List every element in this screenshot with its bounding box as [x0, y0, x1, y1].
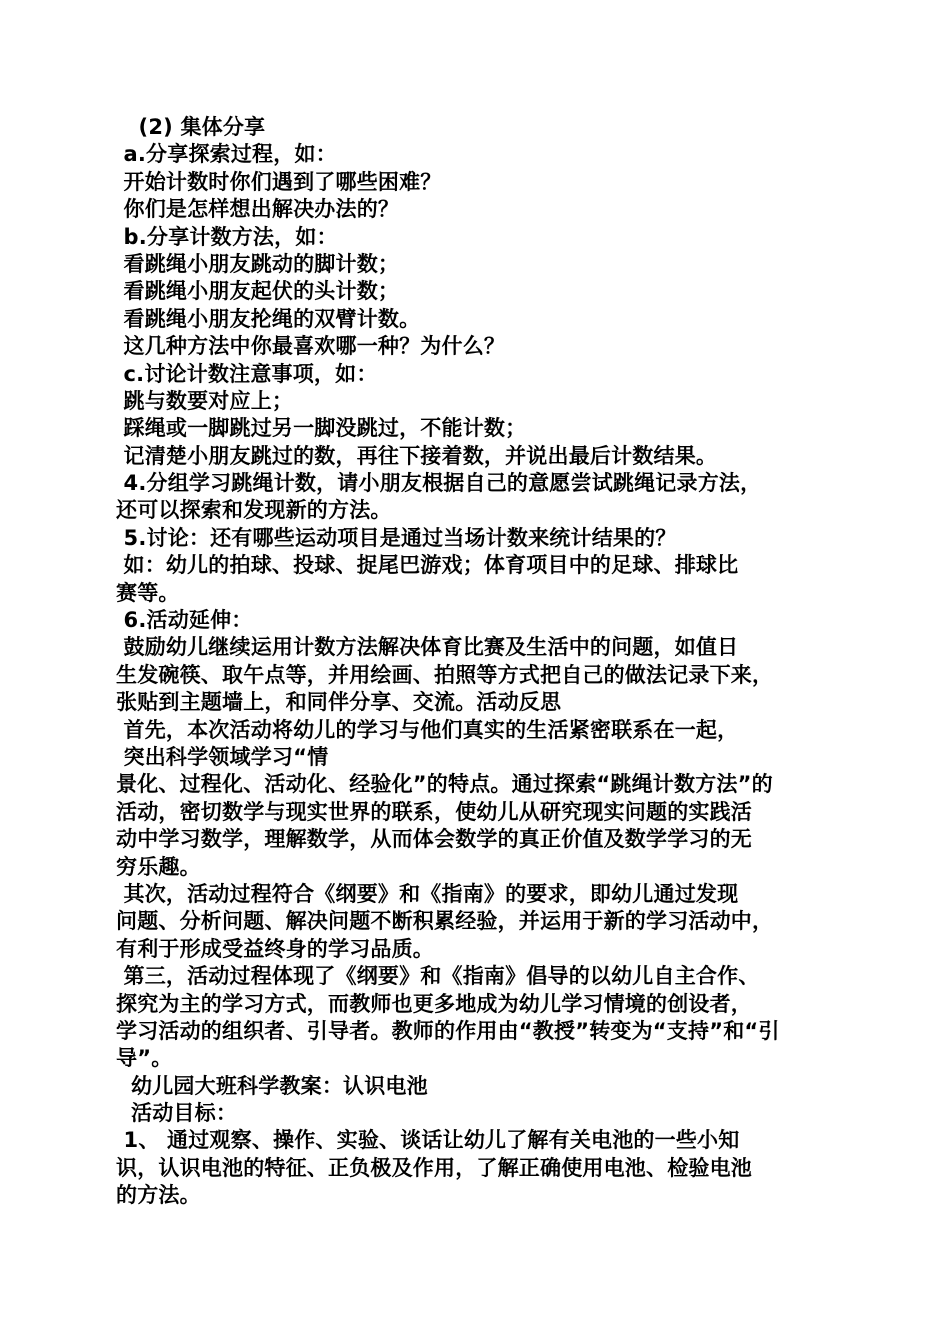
text-line: 看跳绳小朋友起伏的头计数；: [116, 279, 400, 304]
section-heading-goals: 活动目标：: [116, 1101, 238, 1126]
text-line: 张贴到主题墙上，和同伴分享、交流。活动反思: [116, 690, 562, 715]
text-line: 生发碗筷、取午点等，并用绘画、拍照等方式把自己的做法记录下来，: [116, 662, 774, 687]
text-line: 导”。: [116, 1046, 173, 1071]
text-line: a.分享探索过程，如：: [116, 142, 337, 167]
text-line: 问题、分析问题、解决问题不断积累经验，并运用于新的学习活动中，: [116, 909, 774, 934]
text-line: 踩绳或一脚跳过另一脚没跳过，不能计数；: [116, 416, 527, 441]
text-line: 你们是怎样想出解决办法的？: [116, 197, 400, 222]
text-line: 首先，本次活动将幼儿的学习与他们真实的生活紧密联系在一起，: [116, 717, 739, 742]
lesson-title: 幼儿园大班科学教案：认识电池: [116, 1073, 428, 1098]
text-line: c.讨论计数注意事项，如：: [116, 361, 378, 386]
text-line: 动中学习数学，理解数学，从而体会数学的真正价值及数学学习的无: [116, 827, 752, 852]
text-line: 看跳绳小朋友抡绳的双臂计数。: [116, 306, 421, 331]
text-line: 景化、过程化、活动化、经验化”的特点。通过探索“跳绳计数方法”的: [116, 772, 773, 797]
text-line: 看跳绳小朋友跳动的脚计数；: [116, 251, 400, 276]
document-text-body: [116, 114, 856, 1210]
text-line: 赛等。: [116, 580, 180, 605]
text-line: 其次，活动过程符合《纲要》和《指南》的要求，即幼儿通过发现: [116, 881, 739, 906]
text-line: 记清楚小朋友跳过的数，再往下接着数，并说出最后计数结果。: [116, 443, 718, 468]
text-line: 穷乐趣。: [116, 854, 201, 879]
text-line: 活动，密切数学与现实世界的联系，使幼儿从研究现实问题的实践活: [116, 799, 752, 824]
text-line: 6.活动延伸：: [116, 608, 253, 633]
text-line: 跳与数要对应上；: [116, 388, 294, 413]
heading-collective-sharing: (2) 集体分享: [116, 115, 266, 139]
text-line: 的方法。: [116, 1183, 201, 1208]
text-line: 识，认识电池的特征、正负极及作用，了解正确使用电池、检验电池: [116, 1155, 752, 1180]
text-line: 第三，活动过程体现了《纲要》和《指南》倡导的以幼儿自主合作、: [116, 964, 760, 989]
text-line: 如：幼儿的拍球、投球、捉尾巴游戏；体育项目中的足球、排球比: [116, 553, 739, 578]
text-line: 有利于形成受益终身的学习品质。: [116, 936, 434, 961]
text-line: 探究为主的学习方式，而教师也更多地成为幼儿学习情境的创设者，: [116, 991, 752, 1016]
text-line: 突出科学领域学习“情: [116, 744, 329, 769]
text-line: b.分享计数方法，如：: [116, 224, 338, 249]
text-line: 5.讨论：还有哪些运动项目是通过当场计数来统计结果的？: [116, 525, 677, 550]
text-line: 鼓励幼儿继续运用计数方法解决体育比赛及生活中的问题，如值日: [116, 635, 739, 660]
text-line: 1、 通过观察、操作、实验、谈话让幼儿了解有关电池的一些小知: [116, 1128, 740, 1153]
text-line: 这几种方法中你最喜欢哪一种？为什么？: [116, 334, 506, 359]
text-line: 开始计数时你们遇到了哪些困难？: [116, 169, 442, 194]
text-line: 学习活动的组织者、引导者。教师的作用由“教授”转变为“支持”和“引: [116, 1018, 780, 1043]
text-line: 还可以探索和发现新的方法。: [116, 498, 392, 523]
text-line: 4.分组学习跳绳计数，请小朋友根据自己的意愿尝试跳绳记录方法，: [116, 471, 762, 496]
